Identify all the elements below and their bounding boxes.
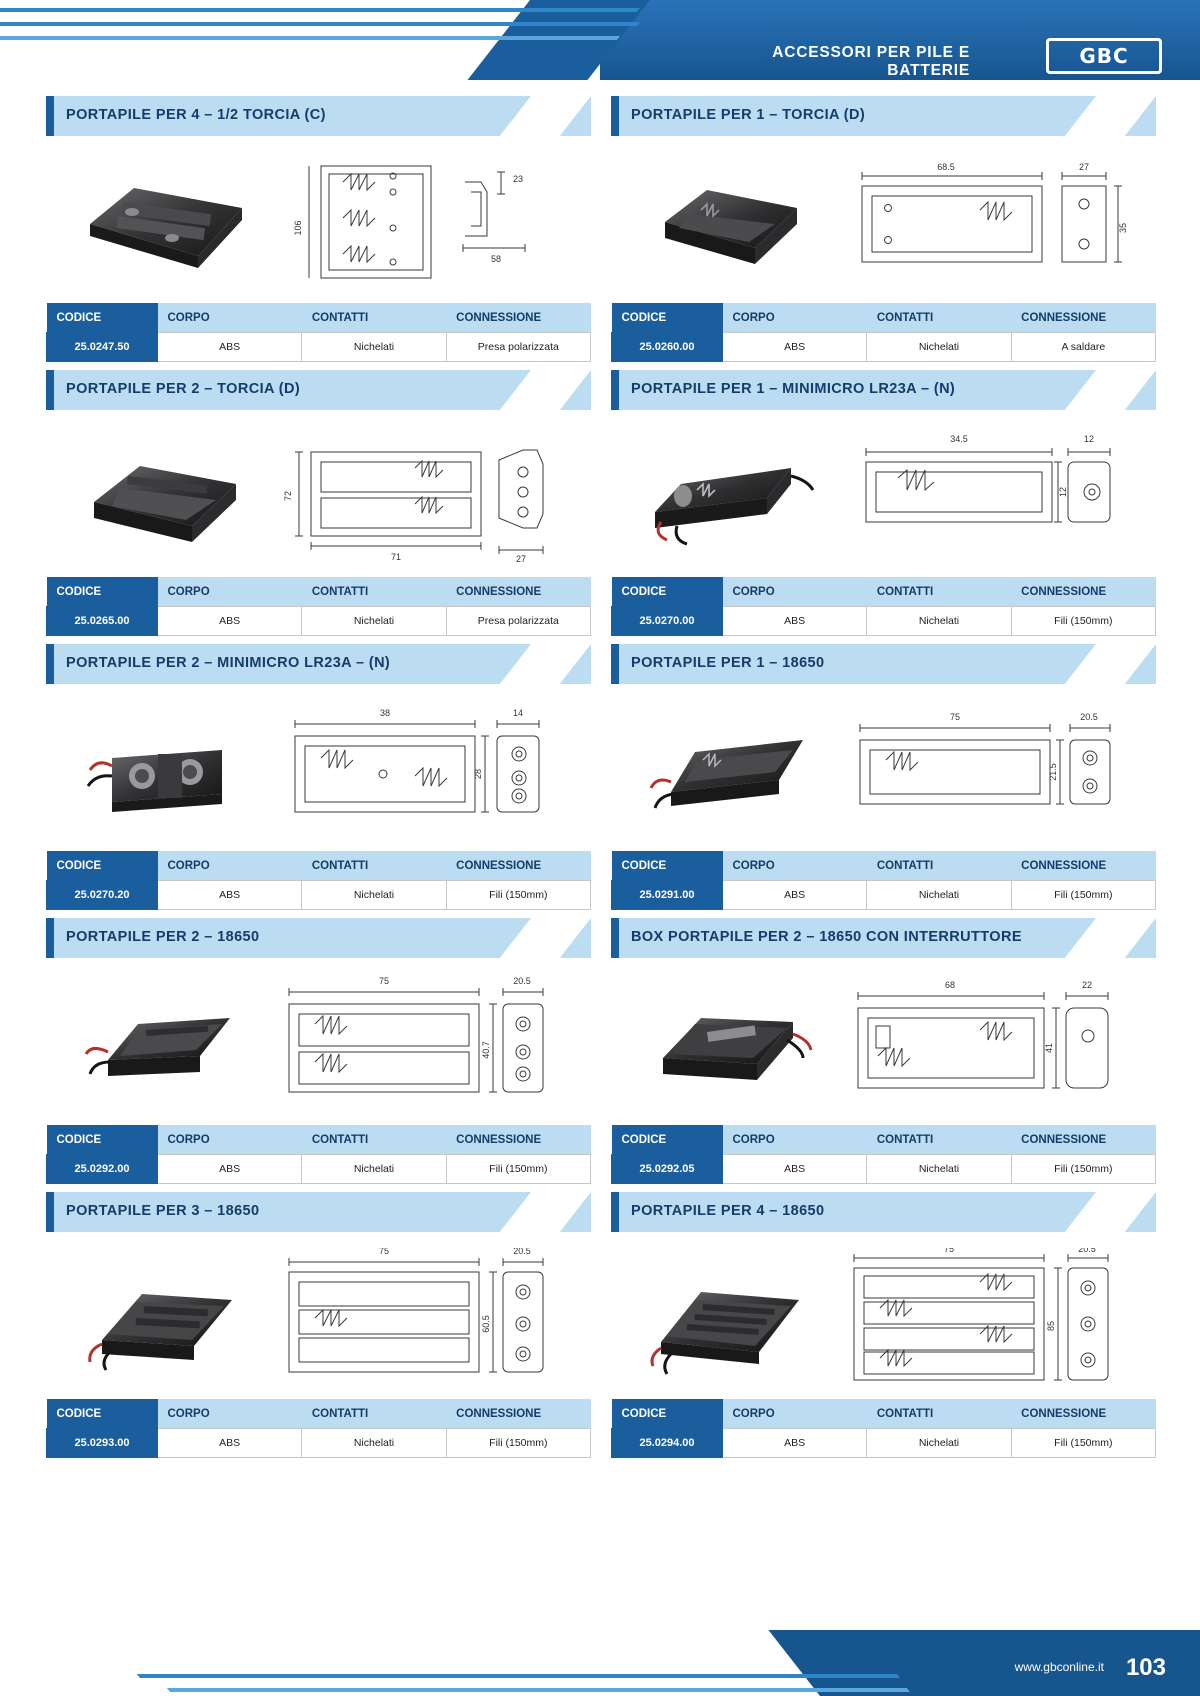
product-card xyxy=(611,370,1156,636)
product-images xyxy=(611,140,1156,303)
dim-label: 85 xyxy=(1046,1320,1056,1331)
th-contatti: CONTATTI xyxy=(867,303,1011,333)
th-corpo: CORPO xyxy=(723,1125,867,1155)
product-row xyxy=(46,918,1156,1184)
page-number: 103 xyxy=(1125,1654,1166,1681)
product-grid xyxy=(46,96,1156,1466)
product-banner xyxy=(46,1192,591,1232)
th-corpo: CORPO xyxy=(158,303,302,333)
th-corpo: CORPO xyxy=(158,851,302,881)
dim-label: 75 xyxy=(378,975,390,986)
product-card xyxy=(46,644,591,910)
cell-codice: 25.0270.00 xyxy=(612,607,723,636)
th-codice: CODICE xyxy=(612,1125,723,1155)
spec-table xyxy=(46,577,591,636)
cell-contatti: Nichelati xyxy=(302,333,446,362)
dim-label: 20.5 xyxy=(1078,1247,1096,1254)
cell-contatti: Nichelati xyxy=(302,881,446,910)
footer-stripe-1 xyxy=(137,1674,900,1678)
product-card xyxy=(611,96,1156,362)
product-technical-drawing xyxy=(830,700,1130,840)
table-header-row xyxy=(612,1125,1156,1155)
dim-label: 68.5 xyxy=(937,161,955,172)
th-codice: CODICE xyxy=(47,1399,158,1429)
page-header xyxy=(0,0,1200,80)
cell-connessione: Fili (150mm) xyxy=(1011,607,1155,636)
th-connessione: CONNESSIONE xyxy=(446,1399,590,1429)
cell-corpo: ABS xyxy=(723,1429,867,1458)
table-row xyxy=(612,333,1156,362)
spec-table xyxy=(611,1125,1156,1184)
product-technical-drawing xyxy=(265,426,565,566)
th-connessione: CONNESSIONE xyxy=(1011,1399,1155,1429)
cell-connessione: Fili (150mm) xyxy=(1011,1429,1155,1458)
th-connessione: CONNESSIONE xyxy=(446,851,590,881)
th-contatti: CONTATTI xyxy=(867,1399,1011,1429)
cell-codice: 25.0247.50 xyxy=(47,333,158,362)
product-title: PORTAPILE PER 1 – MINIMICRO LR23A – (N) xyxy=(631,381,956,397)
th-codice: CODICE xyxy=(612,577,723,607)
th-contatti: CONTATTI xyxy=(302,851,446,881)
product-title: PORTAPILE PER 1 – TORCIA (D) xyxy=(631,107,866,123)
table-header-row xyxy=(612,303,1156,333)
product-technical-drawing xyxy=(830,974,1130,1114)
cell-corpo: ABS xyxy=(158,1429,302,1458)
cell-contatti: Nichelati xyxy=(867,881,1011,910)
cell-connessione: Fili (150mm) xyxy=(1011,881,1155,910)
cell-connessione: Presa polarizzata xyxy=(446,333,590,362)
th-corpo: CORPO xyxy=(158,577,302,607)
product-row xyxy=(46,644,1156,910)
product-banner xyxy=(611,370,1156,410)
dim-label: 35 xyxy=(1118,222,1128,233)
th-corpo: CORPO xyxy=(723,1399,867,1429)
product-images xyxy=(611,962,1156,1125)
dim-label: 72 xyxy=(283,490,293,501)
table-header-row xyxy=(612,1399,1156,1429)
th-corpo: CORPO xyxy=(723,577,867,607)
page-footer xyxy=(0,1546,1200,1696)
th-corpo: CORPO xyxy=(723,851,867,881)
cell-corpo: ABS xyxy=(723,881,867,910)
th-contatti: CONTATTI xyxy=(867,577,1011,607)
dim-label: 20.5 xyxy=(1080,711,1098,722)
cell-connessione: Fili (150mm) xyxy=(1011,1155,1155,1184)
th-contatti: CONTATTI xyxy=(302,303,446,333)
dim-label: 20.5 xyxy=(513,1247,531,1256)
cell-connessione: Fili (150mm) xyxy=(446,1429,590,1458)
dim-label: 75 xyxy=(378,1247,390,1256)
product-technical-drawing xyxy=(830,426,1130,566)
product-title: PORTAPILE PER 1 – 18650 xyxy=(631,655,825,671)
dim-label: 20.5 xyxy=(513,975,531,986)
dim-label: 58 xyxy=(491,253,502,264)
header-stripe-3 xyxy=(0,36,620,40)
th-corpo: CORPO xyxy=(158,1399,302,1429)
product-title: PORTAPILE PER 4 – 18650 xyxy=(631,1203,825,1219)
cell-codice: 25.0265.00 xyxy=(47,607,158,636)
th-contatti: CONTATTI xyxy=(302,1399,446,1429)
th-codice: CODICE xyxy=(47,851,158,881)
product-card xyxy=(46,370,591,636)
table-header-row xyxy=(47,851,591,881)
th-contatti: CONTATTI xyxy=(302,1125,446,1155)
cell-connessione: A saldare xyxy=(1011,333,1155,362)
cell-contatti: Nichelati xyxy=(867,333,1011,362)
dim-label: 68 xyxy=(944,979,956,990)
product-title: PORTAPILE PER 2 – MINIMICRO LR23A – (N) xyxy=(66,655,391,671)
dim-label: 75 xyxy=(943,1247,955,1254)
product-card xyxy=(611,644,1156,910)
header-stripe-1 xyxy=(0,8,640,12)
cell-contatti: Nichelati xyxy=(302,607,446,636)
th-contatti: CONTATTI xyxy=(867,851,1011,881)
product-images xyxy=(46,1236,591,1399)
cell-corpo: ABS xyxy=(158,333,302,362)
product-images xyxy=(46,688,591,851)
product-photo xyxy=(72,426,257,566)
product-technical-drawing xyxy=(265,700,565,840)
th-connessione: CONNESSIONE xyxy=(1011,303,1155,333)
table-header-row xyxy=(612,851,1156,881)
th-codice: CODICE xyxy=(612,1399,723,1429)
table-row xyxy=(612,1429,1156,1458)
product-title: PORTAPILE PER 2 – TORCIA (D) xyxy=(66,381,301,397)
dim-label: 75 xyxy=(949,711,961,722)
cell-codice: 25.0291.00 xyxy=(612,881,723,910)
cell-connessione: Fili (150mm) xyxy=(446,881,590,910)
product-images xyxy=(611,1236,1156,1399)
table-row xyxy=(47,333,591,362)
th-connessione: CONNESSIONE xyxy=(446,303,590,333)
spec-table xyxy=(46,303,591,362)
dim-label: 71 xyxy=(390,551,402,562)
cell-connessione: Fili (150mm) xyxy=(446,1155,590,1184)
product-title: PORTAPILE PER 3 – 18650 xyxy=(66,1203,260,1219)
product-banner xyxy=(46,918,591,958)
cell-contatti: Nichelati xyxy=(302,1155,446,1184)
dim-label: 27 xyxy=(515,553,527,564)
dim-label: 12 xyxy=(1083,433,1095,444)
footer-url[interactable]: www.gbconline.it xyxy=(1014,1660,1104,1674)
product-card xyxy=(611,918,1156,1184)
dim-label: 23 xyxy=(513,173,524,184)
cell-connessione: Presa polarizzata xyxy=(446,607,590,636)
spec-table xyxy=(611,851,1156,910)
dim-label: 38 xyxy=(379,707,391,718)
th-codice: CODICE xyxy=(612,303,723,333)
product-title: PORTAPILE PER 2 – 18650 xyxy=(66,929,260,945)
gbc-logo xyxy=(1046,38,1162,74)
table-header-row xyxy=(47,1399,591,1429)
cell-corpo: ABS xyxy=(723,333,867,362)
header-stripe-2 xyxy=(0,22,640,26)
cell-corpo: ABS xyxy=(158,607,302,636)
th-codice: CODICE xyxy=(47,1125,158,1155)
cell-corpo: ABS xyxy=(158,1155,302,1184)
table-row xyxy=(612,607,1156,636)
product-photo xyxy=(72,152,257,292)
product-images xyxy=(46,962,591,1125)
spec-table xyxy=(46,1125,591,1184)
th-codice: CODICE xyxy=(47,303,158,333)
product-card xyxy=(46,918,591,1184)
spec-table xyxy=(611,577,1156,636)
product-banner xyxy=(46,370,591,410)
product-card xyxy=(611,1192,1156,1458)
th-contatti: CONTATTI xyxy=(867,1125,1011,1155)
product-photo xyxy=(72,974,257,1114)
th-codice: CODICE xyxy=(47,577,158,607)
product-images xyxy=(46,140,591,303)
table-row xyxy=(47,607,591,636)
product-photo xyxy=(637,974,822,1114)
product-row xyxy=(46,370,1156,636)
product-technical-drawing xyxy=(265,152,565,292)
product-row xyxy=(46,1192,1156,1458)
product-technical-drawing xyxy=(830,1248,1130,1388)
table-row xyxy=(47,1429,591,1458)
product-banner xyxy=(611,96,1156,136)
product-title: PORTAPILE PER 4 – 1/2 TORCIA (C) xyxy=(66,107,326,123)
spec-table xyxy=(46,851,591,910)
dim-label: 40.7 xyxy=(481,1040,491,1059)
product-title: BOX PORTAPILE PER 2 – 18650 CON INTERRUTTORE xyxy=(631,929,1022,945)
dim-label: 12 xyxy=(1058,486,1068,497)
table-row xyxy=(47,881,591,910)
dim-label: 41 xyxy=(1044,1042,1054,1053)
spec-table xyxy=(611,1399,1156,1458)
product-technical-drawing xyxy=(830,152,1130,292)
cell-corpo: ABS xyxy=(723,1155,867,1184)
table-row xyxy=(612,881,1156,910)
th-connessione: CONNESSIONE xyxy=(1011,851,1155,881)
th-codice: CODICE xyxy=(612,851,723,881)
product-photo xyxy=(72,1248,257,1388)
th-contatti: CONTATTI xyxy=(302,577,446,607)
th-connessione: CONNESSIONE xyxy=(446,1125,590,1155)
th-connessione: CONNESSIONE xyxy=(446,577,590,607)
dim-label: 14 xyxy=(512,707,524,718)
table-header-row xyxy=(47,577,591,607)
product-banner xyxy=(611,918,1156,958)
cell-codice: 25.0293.00 xyxy=(47,1429,158,1458)
cell-codice: 25.0260.00 xyxy=(612,333,723,362)
dim-label: 27 xyxy=(1078,161,1090,172)
product-photo xyxy=(637,152,822,292)
product-card xyxy=(46,96,591,362)
header-title: ACCESSORI PER PILE E BATTERIE xyxy=(772,44,970,79)
cell-contatti: Nichelati xyxy=(867,1429,1011,1458)
cell-contatti: Nichelati xyxy=(867,1155,1011,1184)
product-banner xyxy=(611,1192,1156,1232)
dim-label: 60.5 xyxy=(481,1314,491,1333)
product-banner xyxy=(46,96,591,136)
gbc-logo-text: GBC xyxy=(1079,44,1129,68)
table-row xyxy=(612,1155,1156,1184)
product-technical-drawing xyxy=(265,1248,565,1388)
cell-contatti: Nichelati xyxy=(302,1429,446,1458)
cell-contatti: Nichelati xyxy=(867,607,1011,636)
product-technical-drawing xyxy=(265,974,565,1114)
dim-label: 106 xyxy=(293,219,303,236)
product-photo xyxy=(72,700,257,840)
th-connessione: CONNESSIONE xyxy=(1011,577,1155,607)
product-images xyxy=(611,688,1156,851)
product-banner xyxy=(46,644,591,684)
product-row xyxy=(46,96,1156,362)
cell-codice: 25.0270.20 xyxy=(47,881,158,910)
spec-table xyxy=(46,1399,591,1458)
product-images xyxy=(46,414,591,577)
product-photo xyxy=(637,426,822,566)
cell-corpo: ABS xyxy=(158,881,302,910)
cell-codice: 25.0294.00 xyxy=(612,1429,723,1458)
dim-label: 28 xyxy=(473,768,483,779)
table-header-row xyxy=(47,1125,591,1155)
dim-label: 34.5 xyxy=(950,433,968,444)
th-corpo: CORPO xyxy=(158,1125,302,1155)
dim-label: 21.5 xyxy=(1048,762,1058,781)
product-photo xyxy=(637,1248,822,1388)
table-header-row xyxy=(47,303,591,333)
product-photo xyxy=(637,700,822,840)
th-corpo: CORPO xyxy=(723,303,867,333)
table-header-row xyxy=(612,577,1156,607)
product-banner xyxy=(611,644,1156,684)
product-card xyxy=(46,1192,591,1458)
cell-codice: 25.0292.00 xyxy=(47,1155,158,1184)
spec-table xyxy=(611,303,1156,362)
product-images xyxy=(611,414,1156,577)
cell-corpo: ABS xyxy=(723,607,867,636)
dim-label: 22 xyxy=(1081,979,1093,990)
cell-codice: 25.0292.05 xyxy=(612,1155,723,1184)
th-connessione: CONNESSIONE xyxy=(1011,1125,1155,1155)
table-row xyxy=(47,1155,591,1184)
footer-stripe-2 xyxy=(167,1688,910,1692)
